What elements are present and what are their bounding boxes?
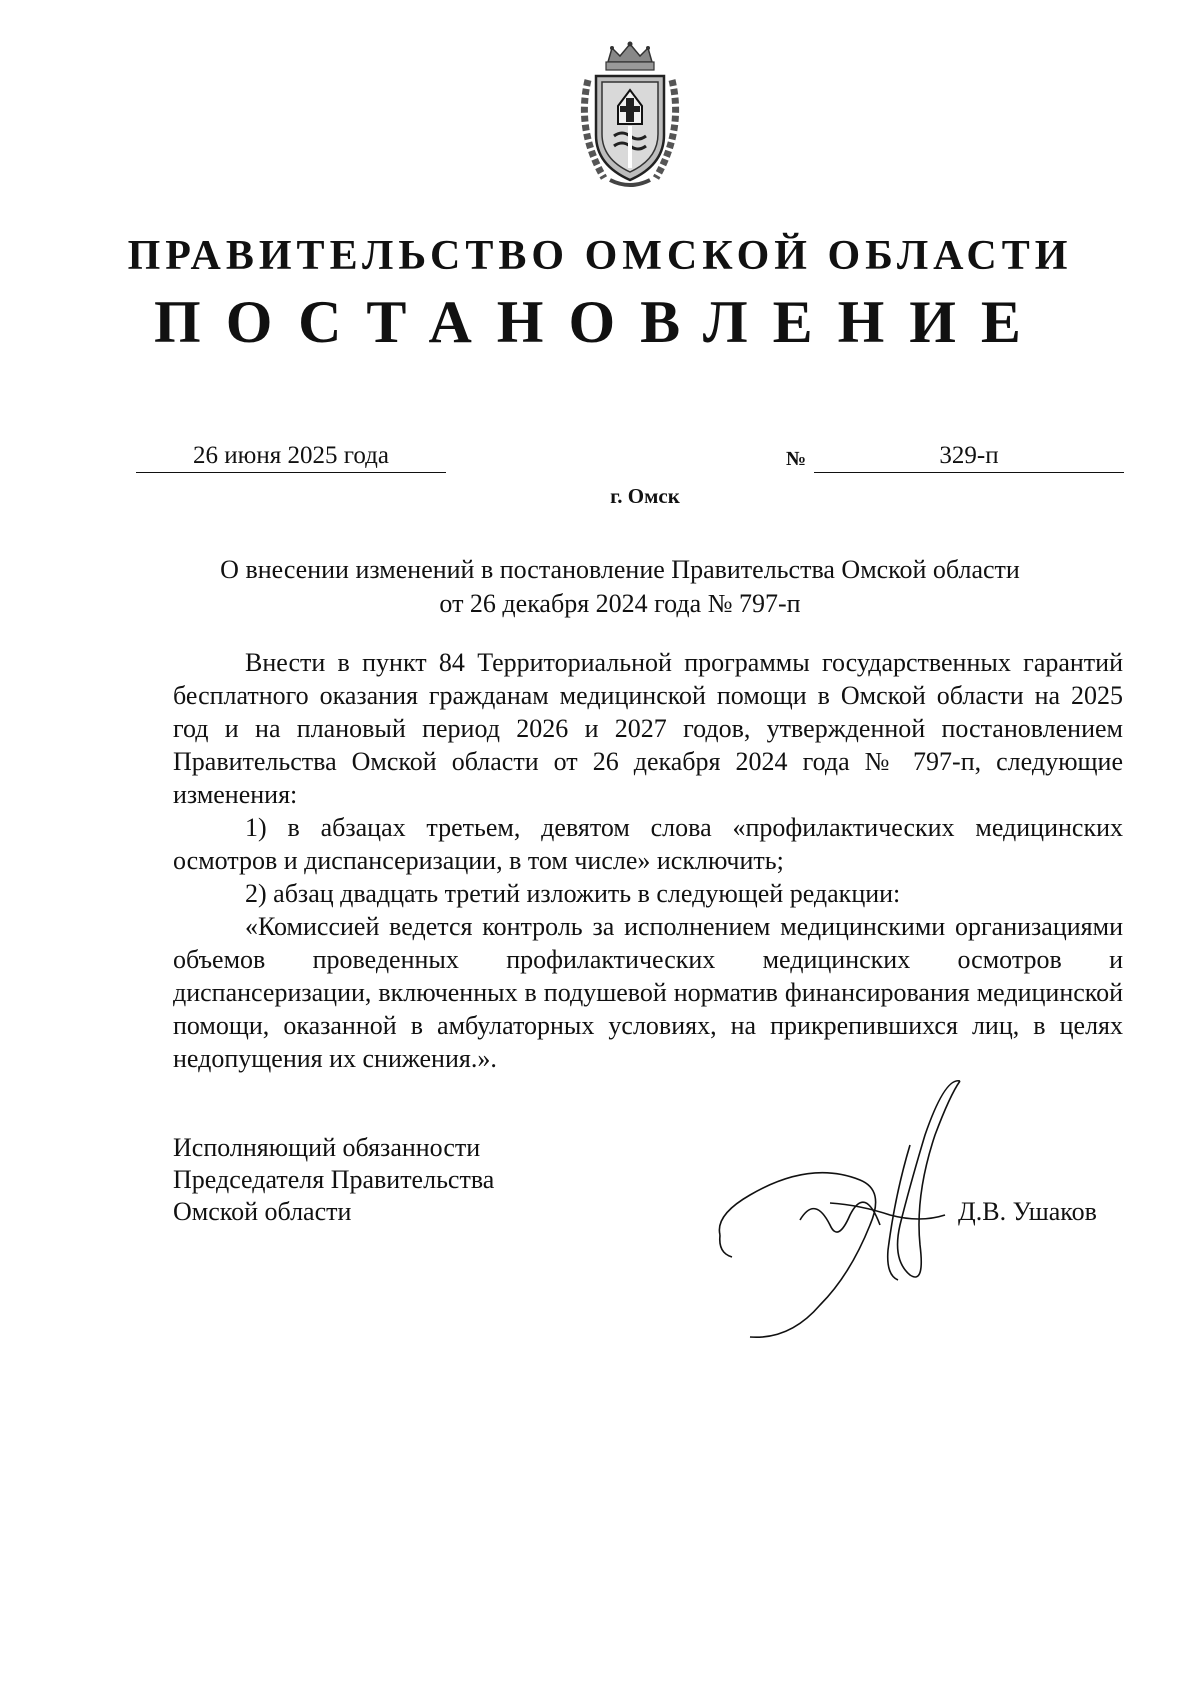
coat-of-arms-icon [570, 40, 690, 190]
subject-line: О внесении изменений в постановление Правительства Омской области [220, 555, 1020, 584]
document-body [173, 646, 1123, 1075]
document-date: 26 июня 2025 года [136, 440, 446, 473]
signer-position-line: Председателя Правительства [173, 1165, 495, 1194]
body-paragraph: 2) абзац двадцать третий изложить в следующей редакции: [245, 879, 901, 908]
signer-position [173, 1132, 593, 1228]
body-paragraph: Внести в пункт 84 Территориальной программы государственных гарантий бесплатного оказания гражданам медицинской помощи в Омской области на 2025 год и на плановый период 2026 и 2027 годов, утвержденной постановлением Правительства Омской области от 26 декабря 2024 года № 797-п, следующие изменения: [173, 648, 1123, 809]
signer-position-line: Омской области [173, 1197, 352, 1226]
document-city: г. Омск [610, 484, 680, 508]
document-subject [150, 553, 1090, 621]
handwritten-signature-icon [710, 1075, 970, 1345]
subject-line: от 26 декабря 2024 года № 797-п [439, 589, 801, 618]
number-sign: № [786, 448, 807, 470]
body-paragraph: 1) в абзацах третьем, девятом слова «профилактических медицинских осмотров и диспансеризации, в том числе» исключить; [173, 813, 1123, 875]
signer-position-line: Исполняющий обязанности [173, 1133, 481, 1162]
organization-title: ПРАВИТЕЛЬСТВО ОМСКОЙ ОБЛАСТИ [127, 233, 1073, 279]
body-paragraph: «Комиссией ведется контроль за исполнением медицинскими организациями объемов проведенных профилактических медицинских осмотров и диспансеризации, включенных в подушевой норматив финансирования медицинской помощи, оказанной в амбулаторных условиях, на прикрепившихся лиц, в целях недопущения их снижения.». [173, 912, 1123, 1073]
signer-name: Д.В. Ушаков [958, 1197, 1097, 1226]
document-type-title: ПОСТАНОВЛЕНИЕ [154, 289, 1046, 355]
document-number: 329-п [814, 440, 1124, 473]
